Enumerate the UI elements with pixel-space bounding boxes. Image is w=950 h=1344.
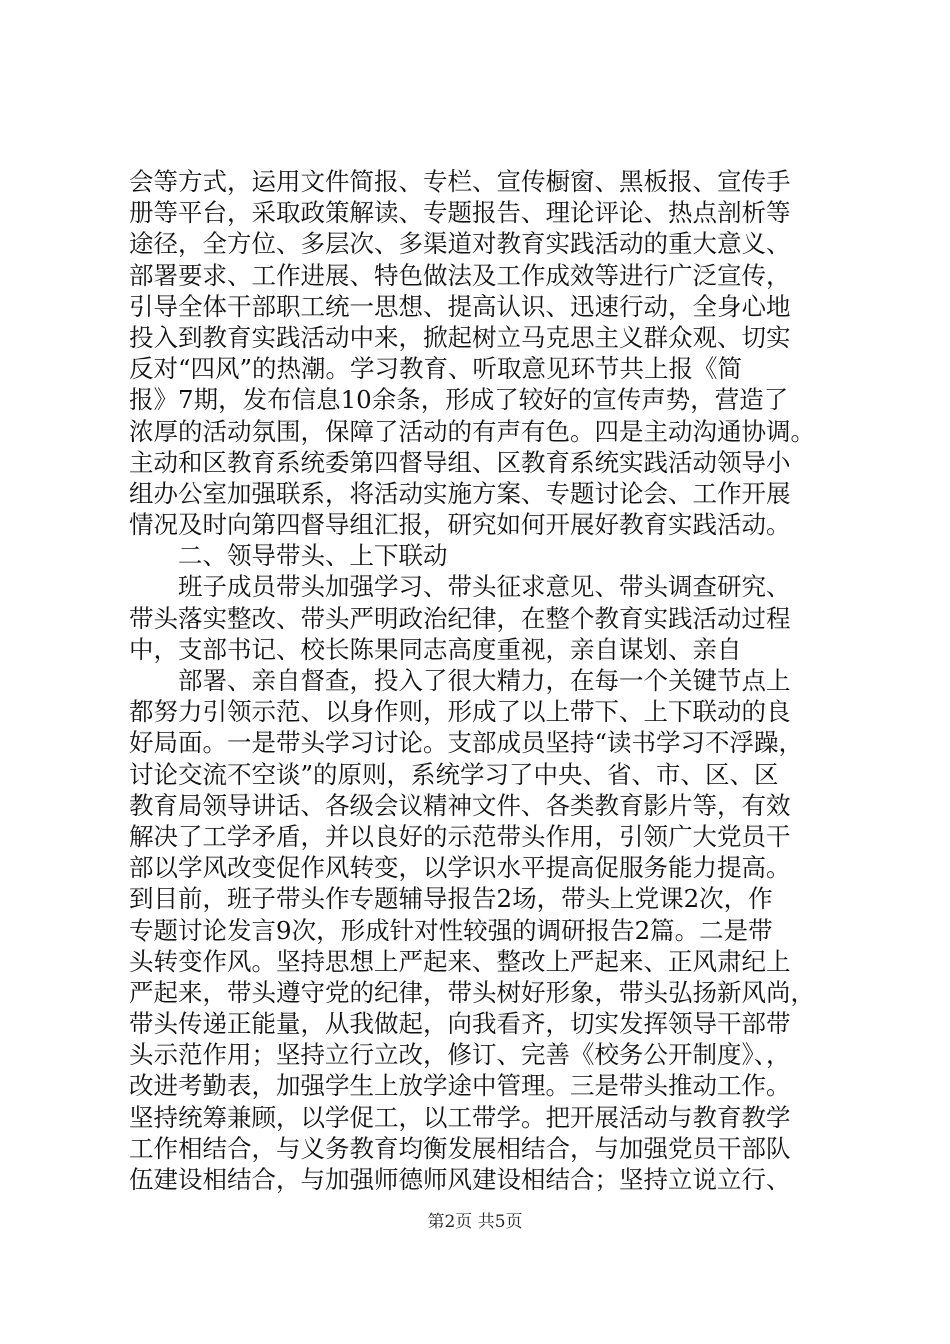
- page-number-footer: 第2页 共5页: [427, 1212, 523, 1232]
- text-line: 都努力引领示范、以身作则，形成了以上带下、上下联动的良: [129, 697, 791, 727]
- text-line: 报》7期，发布信息10余条，形成了较好的宣传声势，营造了: [129, 385, 789, 415]
- text-line: 工作相结合，与义务教育均衡发展相结合，与加强党员干部队: [129, 1133, 791, 1163]
- text-line: 伍建设相结合，与加强师德师风建设相结合；坚持立说立行、: [129, 1165, 791, 1194]
- text-line: 册等平台，采取政策解读、专题报告、理论评论、热点剖析等: [129, 198, 791, 228]
- text-line: 组办公室加强联系，将活动实施方案、专题讨论会、工作开展: [129, 478, 791, 508]
- text-line: 到目前，班子带头作专题辅导报告2场，带头上党课2次，作: [129, 884, 773, 914]
- text-line: 专题讨论发言9次，形成针对性较强的调研报告2篇。二是带: [129, 915, 773, 945]
- text-line: 解决了工学矛盾，并以良好的示范带头作用，引领广大党员干: [129, 821, 791, 851]
- text-line: 改进考勤表，加强学生上放学途中管理。三是带头推动工作。: [129, 1071, 791, 1101]
- text-line: 部署、亲自督查，投入了很大精力，在每一个关键节点上: [129, 666, 791, 695]
- section-heading: 二、领导带头、上下联动: [129, 541, 448, 571]
- text-line: 好局面。一是带头学习讨论。支部成员坚持“读书学习不浮躁，: [129, 728, 804, 758]
- text-line: 部署要求、工作进展、特色做法及工作成效等进行广泛宣传，: [129, 260, 791, 290]
- text-line: 讨论交流不空谈”的原则，系统学习了中央、省、市、区、区: [129, 759, 779, 789]
- document-body: [129, 166, 829, 1195]
- text-line: 途径，全方位、多层次、多渠道对教育实践活动的重大意义、: [129, 229, 791, 259]
- text-line: 坚持统筹兼顾，以学促工，以工带学。把开展活动与教育教学: [129, 1102, 791, 1132]
- text-line: 头示范作用；坚持立行立改，修订、完善《校务公开制度》、，: [129, 1040, 791, 1070]
- text-line: 会等方式，运用文件简报、专栏、宣传橱窗、黑板报、宣传手: [129, 167, 791, 196]
- text-line: 浓厚的活动氛围，保障了活动的有声有色。四是主动沟通协调。: [129, 416, 815, 446]
- text-line: 教育局领导讲话、各级会议精神文件、各类教育影片等，有效: [129, 790, 791, 820]
- text-line: 中，支部书记、校长陈果同志高度重视，亲自谋划、亲自: [129, 634, 742, 664]
- text-line: 头转变作风。坚持思想上严起来、整改上严起来、正风肃纪上: [129, 946, 791, 976]
- text-line: 带头落实整改、带头严明政治纪律，在整个教育实践活动过程: [129, 603, 791, 633]
- text-line: 部以学风改变促作风转变，以学识水平提高促服务能力提高。: [129, 853, 791, 883]
- text-line: 反对“四风”的热潮。学习教育、听取意见环节共上报《简: [129, 354, 743, 384]
- text-line: 带头传递正能量，从我做起，向我看齐，切实发挥领导干部带: [129, 1009, 791, 1039]
- text-line: 投入到教育实践活动中来，掀起树立马克思主义群众观、切实: [129, 322, 791, 352]
- text-line: 主动和区教育系统委第四督导组、区教育系统实践活动领导小: [129, 447, 791, 477]
- text-line: 引导全体干部职工统一思想、提高认识、迅速行动，全身心地: [129, 291, 791, 321]
- text-line: 情况及时向第四督导组汇报，研究如何开展好教育实践活动。: [129, 510, 791, 540]
- text-line: 班子成员带头加强学习、带头征求意见、带头调查研究、: [129, 572, 791, 602]
- text-line: 严起来，带头遵守党的纪律，带头树好形象，带头弘扬新风尚，: [129, 977, 815, 1007]
